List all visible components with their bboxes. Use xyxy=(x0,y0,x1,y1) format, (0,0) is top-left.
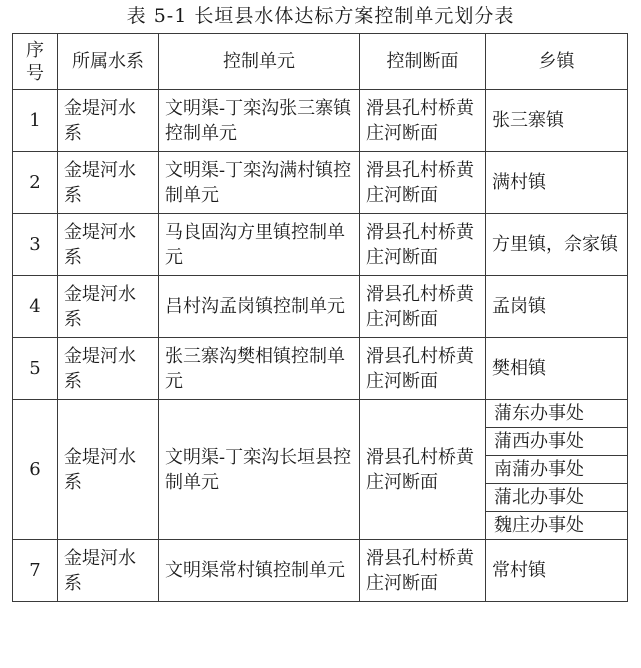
control-section-cell: 滑县孔村桥黄庄河断面 xyxy=(360,214,486,276)
table-caption: 表 5-1 长垣县水体达标方案控制单元划分表 xyxy=(126,5,515,27)
control-unit-cell: 文明渠-丁栾沟满村镇控制单元 xyxy=(159,152,360,214)
row-number: 3 xyxy=(13,214,58,276)
control-unit-cell: 文明渠-丁栾沟长垣县控制单元 xyxy=(159,400,360,540)
town-cell: 蒲东办事处 xyxy=(486,400,628,428)
row-number: 4 xyxy=(13,276,58,338)
water-system-cell: 金堤河水系 xyxy=(58,400,159,540)
town-cell: 满村镇 xyxy=(486,152,628,214)
town-cell: 蒲西办事处 xyxy=(486,428,628,456)
water-system-cell: 金堤河水系 xyxy=(58,214,159,276)
control-unit-cell: 文明渠-丁栾沟张三寨镇控制单元 xyxy=(159,90,360,152)
water-system-cell: 金堤河水系 xyxy=(58,276,159,338)
control-unit-table xyxy=(12,33,628,602)
table-row xyxy=(13,540,628,602)
table-row xyxy=(13,214,628,276)
town-cell: 方里镇，佘家镇 xyxy=(486,214,628,276)
table-row xyxy=(13,90,628,152)
control-section-cell: 滑县孔村桥黄庄河断面 xyxy=(360,152,486,214)
header-system: 所属水系 xyxy=(58,34,159,90)
town-cell: 樊相镇 xyxy=(486,338,628,400)
control-unit-cell: 张三寨沟樊相镇控制单元 xyxy=(159,338,360,400)
control-section-cell: 滑县孔村桥黄庄河断面 xyxy=(360,276,486,338)
control-unit-cell: 马良固沟方里镇控制单元 xyxy=(159,214,360,276)
header-unit: 控制单元 xyxy=(159,34,360,90)
header-section: 控制断面 xyxy=(360,34,486,90)
table-row xyxy=(13,400,628,428)
town-cell: 孟岗镇 xyxy=(486,276,628,338)
table-row xyxy=(13,152,628,214)
row-number: 2 xyxy=(13,152,58,214)
header-row xyxy=(13,34,628,90)
table-row xyxy=(13,338,628,400)
header-no: 序号 xyxy=(13,34,58,90)
water-system-cell: 金堤河水系 xyxy=(58,338,159,400)
control-section-cell: 滑县孔村桥黄庄河断面 xyxy=(360,400,486,540)
table-row xyxy=(13,276,628,338)
control-unit-cell: 吕村沟孟岗镇控制单元 xyxy=(159,276,360,338)
row-number: 6 xyxy=(13,400,58,540)
town-cell: 蒲北办事处 xyxy=(486,484,628,512)
control-section-cell: 滑县孔村桥黄庄河断面 xyxy=(360,90,486,152)
water-system-cell: 金堤河水系 xyxy=(58,540,159,602)
water-system-cell: 金堤河水系 xyxy=(58,90,159,152)
control-unit-cell: 文明渠常村镇控制单元 xyxy=(159,540,360,602)
control-section-cell: 滑县孔村桥黄庄河断面 xyxy=(360,338,486,400)
header-town: 乡镇 xyxy=(486,34,628,90)
town-cell: 常村镇 xyxy=(486,540,628,602)
town-cell: 魏庄办事处 xyxy=(486,512,628,540)
row-number: 5 xyxy=(13,338,58,400)
control-section-cell: 滑县孔村桥黄庄河断面 xyxy=(360,540,486,602)
row-number: 7 xyxy=(13,540,58,602)
water-system-cell: 金堤河水系 xyxy=(58,152,159,214)
row-number: 1 xyxy=(13,90,58,152)
town-cell: 南蒲办事处 xyxy=(486,456,628,484)
town-cell: 张三寨镇 xyxy=(486,90,628,152)
